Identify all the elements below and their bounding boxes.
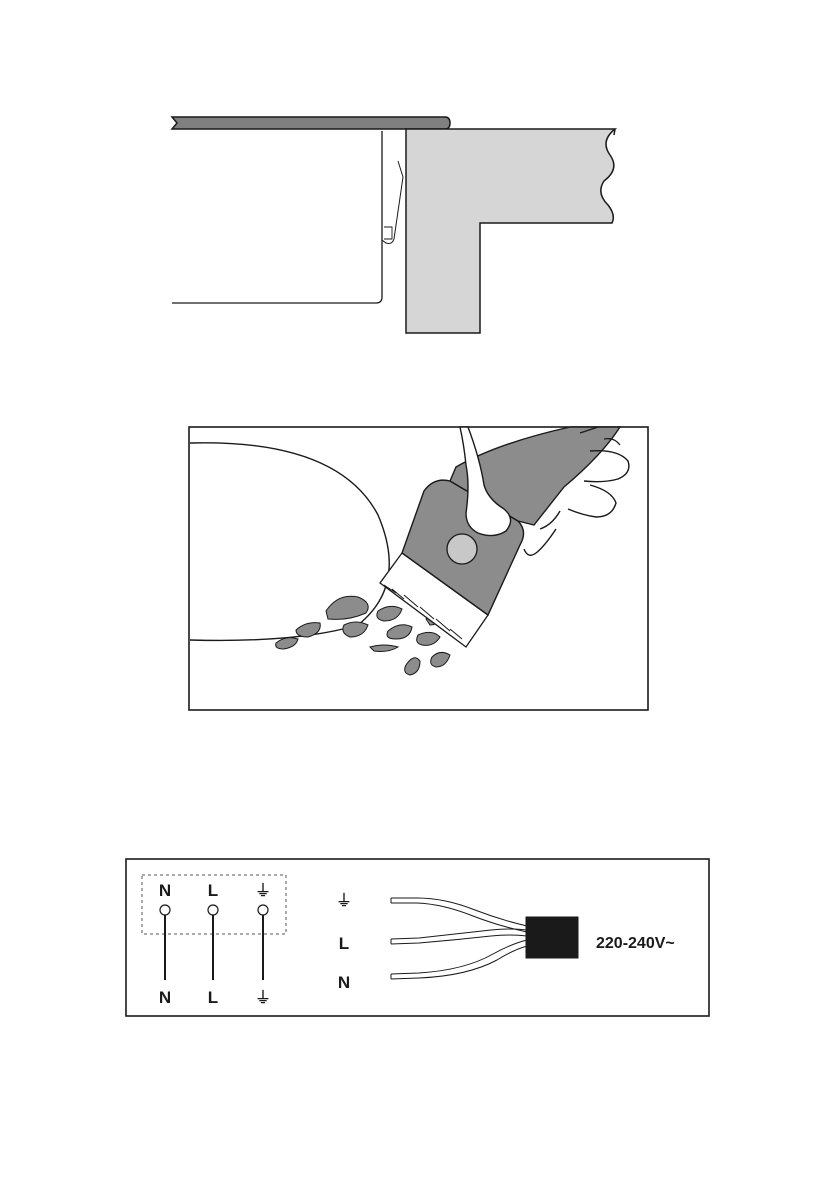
scraper-cleaning-drawing <box>188 425 650 713</box>
cable-label-l: L <box>338 934 350 953</box>
cabinet-section <box>406 129 615 333</box>
wiring-diagram-figure <box>125 858 711 1018</box>
fixing-clip <box>382 161 403 244</box>
hob-body <box>172 131 382 303</box>
terminal-bottom-label-n: N <box>158 988 172 1007</box>
plug-connector <box>526 917 578 958</box>
terminal-bottom-label-l: L <box>207 988 219 1007</box>
cable-label-n: N <box>337 973 351 992</box>
installation-section-drawing <box>160 105 630 345</box>
terminal-top-label-l: L <box>207 881 219 900</box>
scraper-cleaning-figure <box>188 425 650 713</box>
scraper-rivet <box>447 534 477 564</box>
wiring-diagram-drawing <box>125 858 711 1018</box>
terminal-top-label-n: N <box>158 881 172 900</box>
voltage-label: 220-240V~ <box>596 935 675 952</box>
terminal-top-label-earth: ⏚ <box>254 883 272 900</box>
terminal-bottom-label-earth: ⏚ <box>254 990 272 1007</box>
worktop-strip <box>172 117 450 129</box>
cable-label-earth: ⏚ <box>335 893 353 910</box>
installation-section-figure <box>160 105 630 345</box>
